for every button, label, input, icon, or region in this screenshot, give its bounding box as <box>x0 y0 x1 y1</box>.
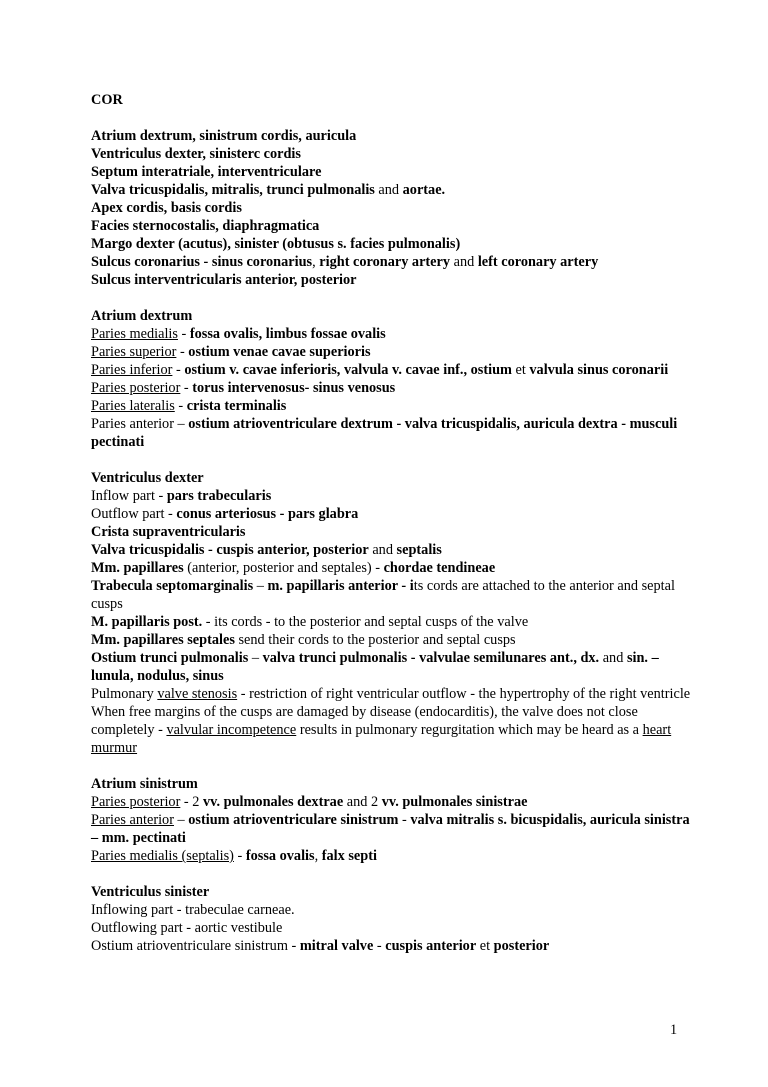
bold-term: Margo dexter (acutus), sinister (obtusus s. facies pulmonalis) <box>91 236 461 252</box>
underlined-term: heart murmur <box>91 722 672 756</box>
text-line <box>91 541 691 559</box>
text-line <box>91 901 691 919</box>
text-line <box>91 703 691 757</box>
section-heading <box>91 469 691 487</box>
bold-term: left coronary artery <box>477 254 599 270</box>
bold-term: Trabecula septomarginalis <box>91 578 254 594</box>
text-run: - <box>180 380 193 396</box>
text-run: Pulmonary <box>91 686 158 702</box>
page-number: 1 <box>670 1022 678 1038</box>
text-line <box>91 415 691 451</box>
bold-term: aortae. <box>402 182 446 198</box>
text-run: and 2 <box>343 794 382 810</box>
section-atrium-dextrum <box>91 307 691 451</box>
text-run: Ostium atrioventriculare sinistrum - <box>91 938 300 954</box>
text-line <box>91 343 691 361</box>
section-ventriculus-sinister <box>91 883 691 955</box>
text-line <box>91 361 691 379</box>
text-line <box>91 685 691 703</box>
text-run: et <box>476 938 494 954</box>
underlined-term: Paries inferior <box>91 362 173 378</box>
text-line <box>91 649 691 685</box>
text-run: send their cords to the posterior and septal cusps <box>234 632 516 648</box>
bold-term: ostium atrioventriculare sinistrum <box>188 812 399 828</box>
section-heading <box>91 883 691 901</box>
text-run: – <box>248 650 263 666</box>
text-line <box>91 379 691 397</box>
bold-term: vv. pulmonales sinistrae <box>381 794 528 810</box>
underlined-term: valvular incompetence <box>166 722 297 738</box>
document-title: COR <box>91 92 123 108</box>
underlined-term: Paries posterior <box>91 380 181 396</box>
bold-term: crista terminalis <box>186 398 287 414</box>
bold-term: Sulcus interventricularis anterior, posterior <box>91 272 357 288</box>
text-line <box>91 235 691 253</box>
text-line <box>91 127 691 145</box>
section-heading <box>91 775 691 793</box>
bold-term: Valva tricuspidalis - cuspis anterior, posterior <box>91 542 369 558</box>
text-run: results in pulmonary regurgitation which may be heard as a <box>296 722 643 738</box>
underlined-term: Paries posterior <box>91 794 181 810</box>
text-line <box>91 163 691 181</box>
text-line <box>91 847 691 865</box>
underlined-term: Paries superior <box>91 344 177 360</box>
bold-term: valva trunci pulmonalis - valvulae semilunares ant., dx. <box>262 650 600 666</box>
bold-term: Facies sternocostalis, diaphragmatica <box>91 218 320 234</box>
text-run: and <box>450 254 478 270</box>
bold-term: mitral valve <box>299 938 374 954</box>
bold-term: fossa ovalis, limbus fossae ovalis <box>189 326 386 342</box>
text-run: Outflowing part - aortic vestibule <box>91 920 283 936</box>
section-ventriculus-dexter <box>91 469 691 757</box>
text-run: - restriction of right ventricular outflow - the hypertrophy of the right ventricle <box>237 686 691 702</box>
bold-term: torus intervenosus- sinus venosus <box>192 380 396 396</box>
text-run: - <box>233 848 246 864</box>
section-atrium-sinistrum <box>91 775 691 865</box>
bold-term: pars trabecularis <box>166 488 272 504</box>
text-run: ts cords are attached to the anterior and septal cusps <box>91 578 675 612</box>
text-run: (anterior, posterior and septales) - <box>183 560 384 576</box>
text-run: - 2 <box>180 794 203 810</box>
bold-term: posterior <box>493 938 550 954</box>
bold-term: Ventriculus sinister <box>91 884 210 900</box>
text-run: When free margins of the cusps are damaged by disease (endocarditis), the valve does not close completely - <box>91 704 638 738</box>
bold-term: Septum interatriale, interventriculare <box>91 164 322 180</box>
text-line <box>91 325 691 343</box>
bold-term: valvula sinus coronarii <box>529 362 669 378</box>
text-run: Outflow part - <box>91 506 177 522</box>
text-line <box>91 577 691 613</box>
text-line <box>91 253 691 271</box>
bold-term: cuspis anterior <box>385 938 477 954</box>
bold-term: ostium v. cavae inferioris, valvula v. cavae inf., ostium <box>184 362 512 378</box>
underlined-term: valve stenosis <box>157 686 238 702</box>
underlined-term: Paries medialis <box>91 326 178 342</box>
bold-term: vv. pulmonales dextrae <box>202 794 344 810</box>
text-run: , <box>314 848 322 864</box>
text-line <box>91 919 691 937</box>
text-line <box>91 937 691 955</box>
text-run: – <box>173 812 189 828</box>
text-line <box>91 397 691 415</box>
text-line <box>91 523 691 541</box>
text-line <box>91 145 691 163</box>
text-line <box>91 559 691 577</box>
text-run: - <box>373 938 386 954</box>
text-run: Inflow part - <box>91 488 167 504</box>
text-line <box>91 505 691 523</box>
underlined-term: Paries anterior <box>91 812 174 828</box>
bold-term: Atrium dextrum <box>91 308 193 324</box>
text-run: and <box>599 650 627 666</box>
text-line <box>91 631 691 649</box>
text-run: - <box>177 326 190 342</box>
text-line <box>91 811 691 847</box>
text-line <box>91 487 691 505</box>
bold-term: chordae tendineae <box>383 560 496 576</box>
bold-term: m. papillaris anterior - i <box>267 578 414 594</box>
bold-term: Ostium trunci pulmonalis <box>91 650 249 666</box>
bold-term: ostium venae cavae superioris <box>188 344 371 360</box>
text-line <box>91 613 691 631</box>
bold-term: Mm. papillares <box>91 560 184 576</box>
text-line <box>91 199 691 217</box>
bold-term: M. papillaris post. <box>91 614 203 630</box>
document-body <box>91 91 691 955</box>
bold-term: Crista supraventricularis <box>91 524 246 540</box>
bold-term: septalis <box>396 542 442 558</box>
bold-term: Ventriculus dexter, sinisterc cordis <box>91 146 301 162</box>
bold-term: conus arteriosus - pars glabra <box>176 506 359 522</box>
text-run: - <box>174 398 187 414</box>
text-run: , <box>312 254 320 270</box>
bold-term: Valva tricuspidalis, mitralis, trunci pulmonalis <box>91 182 375 198</box>
bold-term: Mm. papillares septales <box>91 632 235 648</box>
text-run: – <box>253 578 268 594</box>
text-run: and <box>368 542 397 558</box>
text-line <box>91 217 691 235</box>
underlined-term: Paries lateralis <box>91 398 175 414</box>
text-run: - <box>398 812 411 828</box>
text-run: et <box>511 362 530 378</box>
bold-term: Atrium sinistrum <box>91 776 198 792</box>
bold-term: fossa ovalis <box>245 848 315 864</box>
bold-term: Atrium dextrum, sinistrum cordis, auricula <box>91 128 357 144</box>
underlined-term: Paries medialis (septalis) <box>91 848 234 864</box>
bold-term: valva mitralis s. bicuspidalis, auricula sinistra – mm. pectinati <box>91 812 690 846</box>
text-run: Inflowing part - trabeculae carneae. <box>91 902 295 918</box>
text-run: - <box>172 362 185 378</box>
text-run: Paries anterior – <box>91 416 189 432</box>
text-line <box>91 793 691 811</box>
text-run: - its cords - to the posterior and septal cusps of the valve <box>202 614 529 630</box>
text-line <box>91 271 691 289</box>
bold-term: ostium atrioventriculare dextrum - valva tricuspidalis, auricula dextra - musculi pectinati <box>91 416 678 450</box>
text-line <box>91 181 691 199</box>
section-heading <box>91 307 691 325</box>
section-intro <box>91 127 691 289</box>
text-run: - <box>176 344 189 360</box>
bold-term: falx septi <box>321 848 377 864</box>
bold-term: right coronary artery <box>319 254 451 270</box>
bold-term: Ventriculus dexter <box>91 470 204 486</box>
bold-term: sin. – lunula, nodulus, sinus <box>91 650 659 684</box>
bold-term: Apex cordis, basis cordis <box>91 200 242 216</box>
text-run: and <box>374 182 403 198</box>
bold-term: Sulcus coronarius - sinus coronarius <box>91 254 313 270</box>
